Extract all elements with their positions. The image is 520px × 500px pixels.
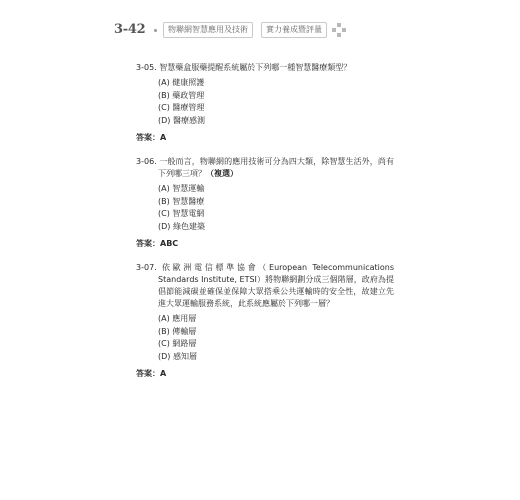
question-list [136, 62, 394, 392]
header-separator-dot [154, 29, 157, 32]
question-text: 一般而言，物聯網的應用技術可分為四大類，除智慧生活外，尚有下列哪三項？ [158, 157, 394, 178]
decorative-squares-icon [332, 23, 346, 37]
option-d: (D) 綠色建築 [158, 221, 205, 231]
question-stem [136, 62, 394, 74]
option-d: (D) 感知層 [158, 351, 197, 361]
question-stem [136, 156, 394, 180]
option-a: (A) 健康照護 [158, 78, 205, 87]
question-number: 3-06. [136, 157, 157, 166]
option-a: (A) 應用層 [158, 314, 197, 323]
multiple-choice-tag: （複選） [206, 169, 238, 178]
question-text: 智慧藥盒服藥提醒系統屬於下列哪一種智慧醫療類型？ [159, 63, 352, 72]
chapter-label: 實力養成暨評量 [261, 22, 327, 38]
page-number: 3-42 [114, 22, 146, 37]
answer-line: 答案：A [136, 369, 167, 378]
question-text: 依歐洲電信標準協會（European Telecommunications Standards Institute, ETSI）將物聯網劃分成三個階層，政府為提倡節能減碳並確保並保障大眾搭乘公共運輸時的安全性，故建立先進大眾運輸服務系統，此系統應屬於下列哪一層？ [158, 263, 394, 308]
option-b: (B) 傳輸層 [158, 326, 197, 336]
answer-line: 答案：A [136, 133, 167, 142]
book-title-label: 物聯網智慧應用及技術 [163, 22, 253, 38]
answer-line: 答案：ABC [136, 239, 179, 248]
option-b: (B) 智慧醫療 [158, 196, 205, 206]
option-list [158, 313, 394, 363]
question-stem [136, 262, 394, 310]
question-3-07 [136, 262, 394, 380]
page-header [114, 22, 414, 40]
question-3-05 [136, 62, 394, 144]
option-d: (D) 醫療感測 [158, 115, 205, 125]
option-c: (C) 醫療管理 [158, 103, 205, 112]
option-a: (A) 智慧運輸 [158, 184, 205, 193]
option-c: (C) 網路層 [158, 339, 197, 348]
option-list [158, 183, 394, 233]
question-3-06 [136, 156, 394, 250]
question-number: 3-07. [136, 263, 157, 272]
option-c: (C) 智慧電網 [158, 209, 205, 218]
option-list [158, 77, 394, 127]
option-b: (B) 藥政管理 [158, 90, 205, 100]
question-number: 3-05. [136, 63, 157, 72]
